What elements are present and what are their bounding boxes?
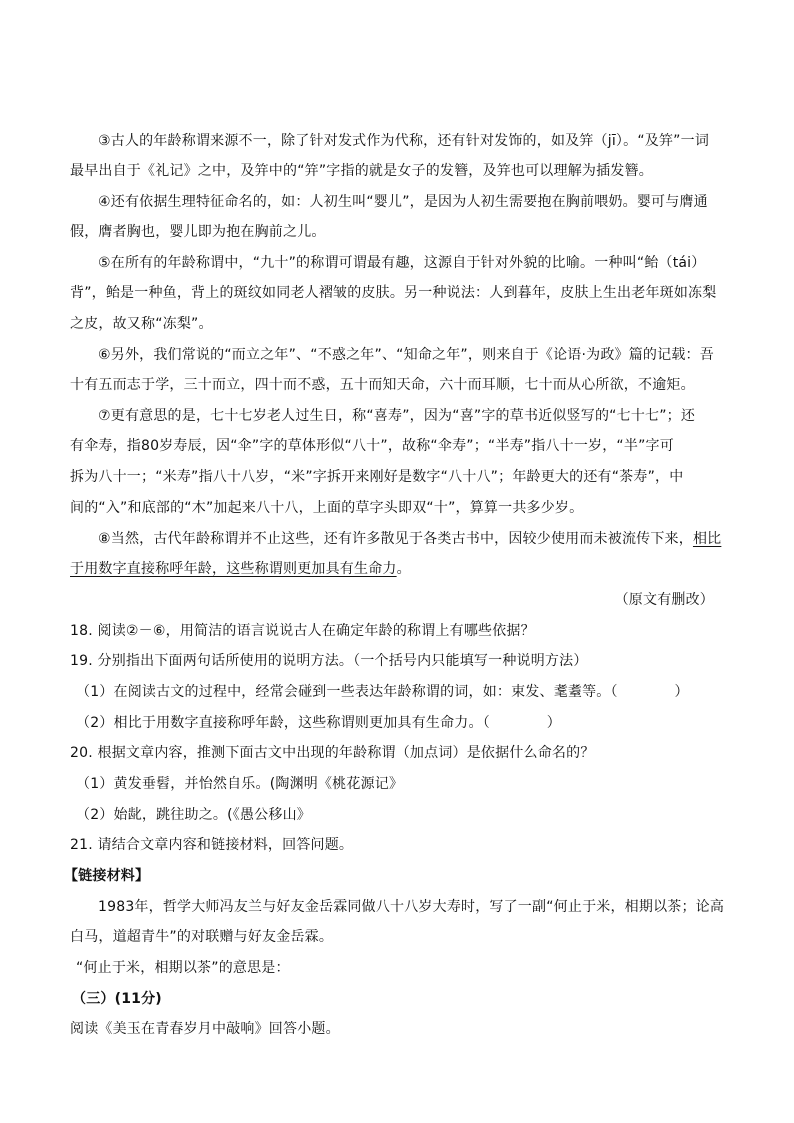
article-paragraph-7-line-2: 有伞寿，指80岁寿辰，因“伞”字的草体形似“八十”，故称“伞寿”；“半寿”指八十一岁，“半”字可 (70, 438, 674, 454)
article-paragraph-6-line-1: ⑥另外，我们常说的“而立之年”、“不惑之年”、“知命之年”，则来自于《论语·为政》篇的记载：吾 (98, 347, 714, 363)
question-19-item-2: （2）相比于用数字直接称呼年龄，这些称谓则更加具有生命力。（ ） (76, 715, 561, 731)
article-paragraph-5-line-2: 背”，鲐是一种鱼，背上的斑纹如同老人褶皱的皮肤。另一种说法：人到暮年，皮肤上生出老年斑如冻梨 (70, 285, 717, 301)
article-paragraph-3-line-2: 最早出自于《礼记》之中，及笄中的“笄”字指的就是女子的发簪，及笄也可以理解为插发簪。 (70, 163, 653, 179)
article-paragraph-7-line-1: ⑦更有意思的是，七十七岁老人过生日，称“喜寿”，因为“喜”字的草书近似竖写的“七十七”；还 (98, 408, 696, 424)
section-3-instruction: 阅读《美玉在青春岁月中敲响》回答小题。 (70, 1021, 340, 1037)
article-paragraph-8-line-1 (98, 529, 730, 549)
section-3-heading: （三）(11分) (72, 991, 162, 1007)
paragraph-8-underlined-start: 相比 (692, 531, 722, 547)
article-paragraph-7-line-3: 拆为八十一；“米寿”指八十八岁，“米”字拆开来刚好是数字“八十八”；年龄更大的还有“茶寿”，中 (70, 469, 684, 485)
link-material-line-1: 1983年，哲学大师冯友兰与好友金岳霖同做八十八岁大寿时，写了一副“何止于米，相期以茶；论高 (98, 899, 725, 915)
article-paragraph-4-line-2: 假，膺者胸也，婴儿即为抱在胸前之儿。 (70, 224, 326, 240)
paragraph-8-text: ⑧当然，古代年龄称谓并不止这些，还有许多散见于各类古书中，因较少使用而未被流传下来， (98, 531, 693, 547)
question-20-item-1: （1）黄发垂髫，并怡然自乐。(陶渊明《桃花源记》 (76, 776, 404, 792)
paragraph-8-end: 。 (396, 561, 411, 577)
article-paragraph-7-line-4: 间的“入”和底部的“木”加起来八十八，上面的草字头即双“十”，算算一共多少岁。 (70, 500, 584, 516)
paragraph-8-underlined-sentence: 于用数字直接称呼年龄，这些称谓则更加具有生命力 (70, 561, 397, 577)
question-20: 20. 根据文章内容，推测下面古文中出现的年龄称谓（加点词）是依据什么命名的？ (70, 745, 595, 761)
article-paragraph-6-line-2: 十有五而志于学，三十而立，四十而不惑，五十而知天命，六十而耳顺，七十而从心所欲，不逾矩。 (70, 377, 695, 393)
question-18: 18. 阅读②－⑥，用简洁的语言说说古人在确定年龄的称谓上有哪些依据？ (70, 623, 535, 639)
question-19-item-1: （1）在阅读古文的过程中，经常会碰到一些表达年龄称谓的词，如：束发、耄耋等。（ ） (76, 684, 689, 700)
question-19: 19. 分别指出下面两句话所使用的说明方法。（一个括号内只能填写一种说明方法） (70, 653, 588, 669)
article-paragraph-5-line-3: 之皮，故又称“冻梨”。 (70, 316, 213, 332)
article-paragraph-3-line-1: ③古人的年龄称谓来源不一，除了针对发式作为代称，还有针对发饰的，如及笄（jī）。“及笄”一词 (98, 133, 710, 149)
article-paragraph-5-line-1: ⑤在所有的年龄称谓中，“九十”的称谓可谓最有趣，这源自于针对外貌的比喻。一种叫“鲐（tái） (98, 255, 706, 271)
question-21-prompt: “何止于米，相期以茶”的意思是： (76, 960, 290, 976)
question-20-item-2: （2）始龀，跳往助之。(《愚公移山》 (76, 807, 311, 823)
source-note: （原文有删改） (614, 592, 714, 608)
article-paragraph-8-line-2 (70, 559, 730, 579)
link-material-line-2: 白马，道超青牛”的对联赠与好友金岳霖。 (70, 929, 334, 945)
question-21: 21. 请结合文章内容和链接材料，回答问题。 (70, 837, 354, 853)
article-paragraph-4-line-1: ④还有依据生理特征命名的，如：人初生叫“婴儿”，是因为人初生需要抱在胸前喂奶。婴可与膺通 (98, 194, 708, 210)
link-material-title: 【链接材料】 (64, 868, 150, 884)
